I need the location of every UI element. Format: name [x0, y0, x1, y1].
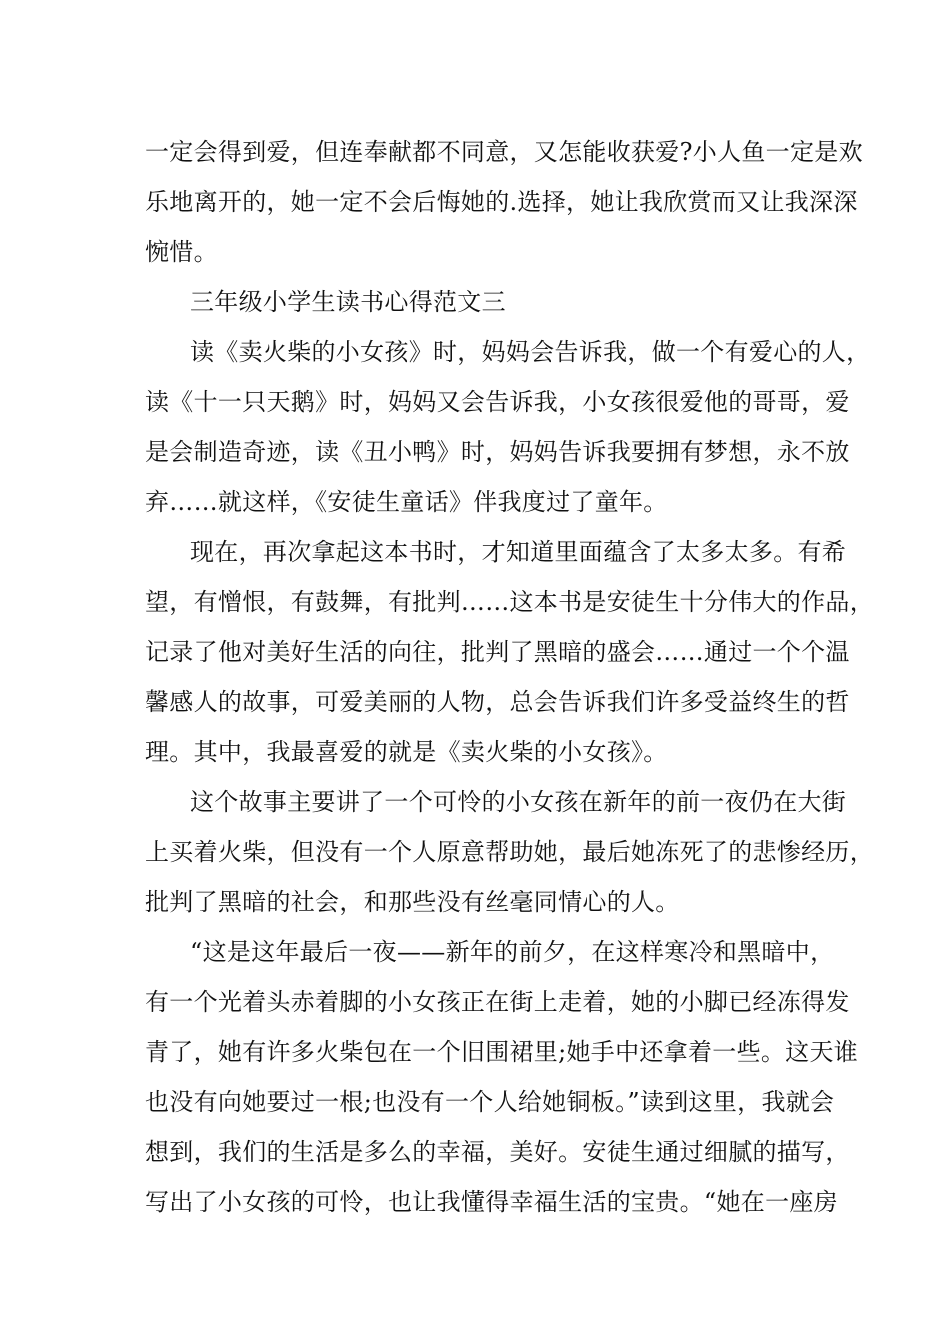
paragraph-line: 记录了他对美好生活的向往，批判了黑暗的盛会……通过一个个温 [145, 638, 850, 666]
paragraph-line: “这是这年最后一夜——新年的前夕，在这样寒冷和黑暗中， [190, 938, 835, 966]
paragraph-line: 有一个光着头赤着脚的小女孩正在街上走着，她的小脚已经冻得发 [145, 988, 850, 1016]
paragraph-line: 馨感人的故事，可爱美丽的人物，总会告诉我们许多受益终生的哲 [145, 688, 850, 716]
paragraph-line: 写出了小女孩的可怜，也让我懂得幸福生活的宝贵。“她在一座房 [145, 1188, 838, 1216]
paragraph-line: 望，有憎恨，有鼓舞，有批判……这本书是安徒生十分伟大的作品， [145, 588, 874, 616]
paragraph-line: 上买着火柴，但没有一个人原意帮助她，最后她冻死了的悲惨经历， [145, 838, 874, 866]
paragraph-line: 批判了黑暗的社会，和那些没有丝毫同情心的人。 [145, 888, 680, 916]
paragraph-line: 乐地离开的，她一定不会后悔她的.选择，她让我欣赏而又让我深深 [145, 188, 858, 216]
paragraph-line: 理。其中，我最喜爱的就是《卖火柴的小女孩》。 [145, 738, 668, 766]
paragraph-line: 这个故事主要讲了一个可怜的小女孩在新年的前一夜仍在大街 [190, 788, 847, 816]
paragraph-line: 读《十一只天鹅》时，妈妈又会告诉我，小女孩很爱他的哥哥，爱 [145, 388, 850, 416]
paragraph-line: 现在，再次拿起这本书时，才知道里面蕴含了太多太多。有希 [190, 538, 847, 566]
section-heading: 三年级小学生读书心得范文三 [190, 288, 506, 316]
paragraph-line: 想到，我们的生活是多么的幸福，美好。安徒生通过细腻的描写， [145, 1138, 850, 1166]
paragraph-line: 读《卖火柴的小女孩》时，妈妈会告诉我，做一个有爱心的人， [190, 338, 871, 366]
paragraph-line: 一定会得到爱，但连奉献都不同意，又怎能收获爱?小人鱼一定是欢 [145, 138, 863, 166]
paragraph-line: 是会制造奇迹，读《丑小鸭》时，妈妈告诉我要拥有梦想，永不放 [145, 438, 850, 466]
paragraph-line: 惋惜。 [145, 238, 218, 266]
paragraph-line: 青了，她有许多火柴包在一个旧围裙里;她手中还拿着一些。这天谁 [145, 1038, 859, 1066]
paragraph-line: 也没有向她要过一根;也没有一个人给她铜板。”读到这里，我就会 [145, 1088, 835, 1116]
paragraph-line: 弃……就这样，《安徒生童话》伴我度过了童年。 [145, 488, 668, 516]
